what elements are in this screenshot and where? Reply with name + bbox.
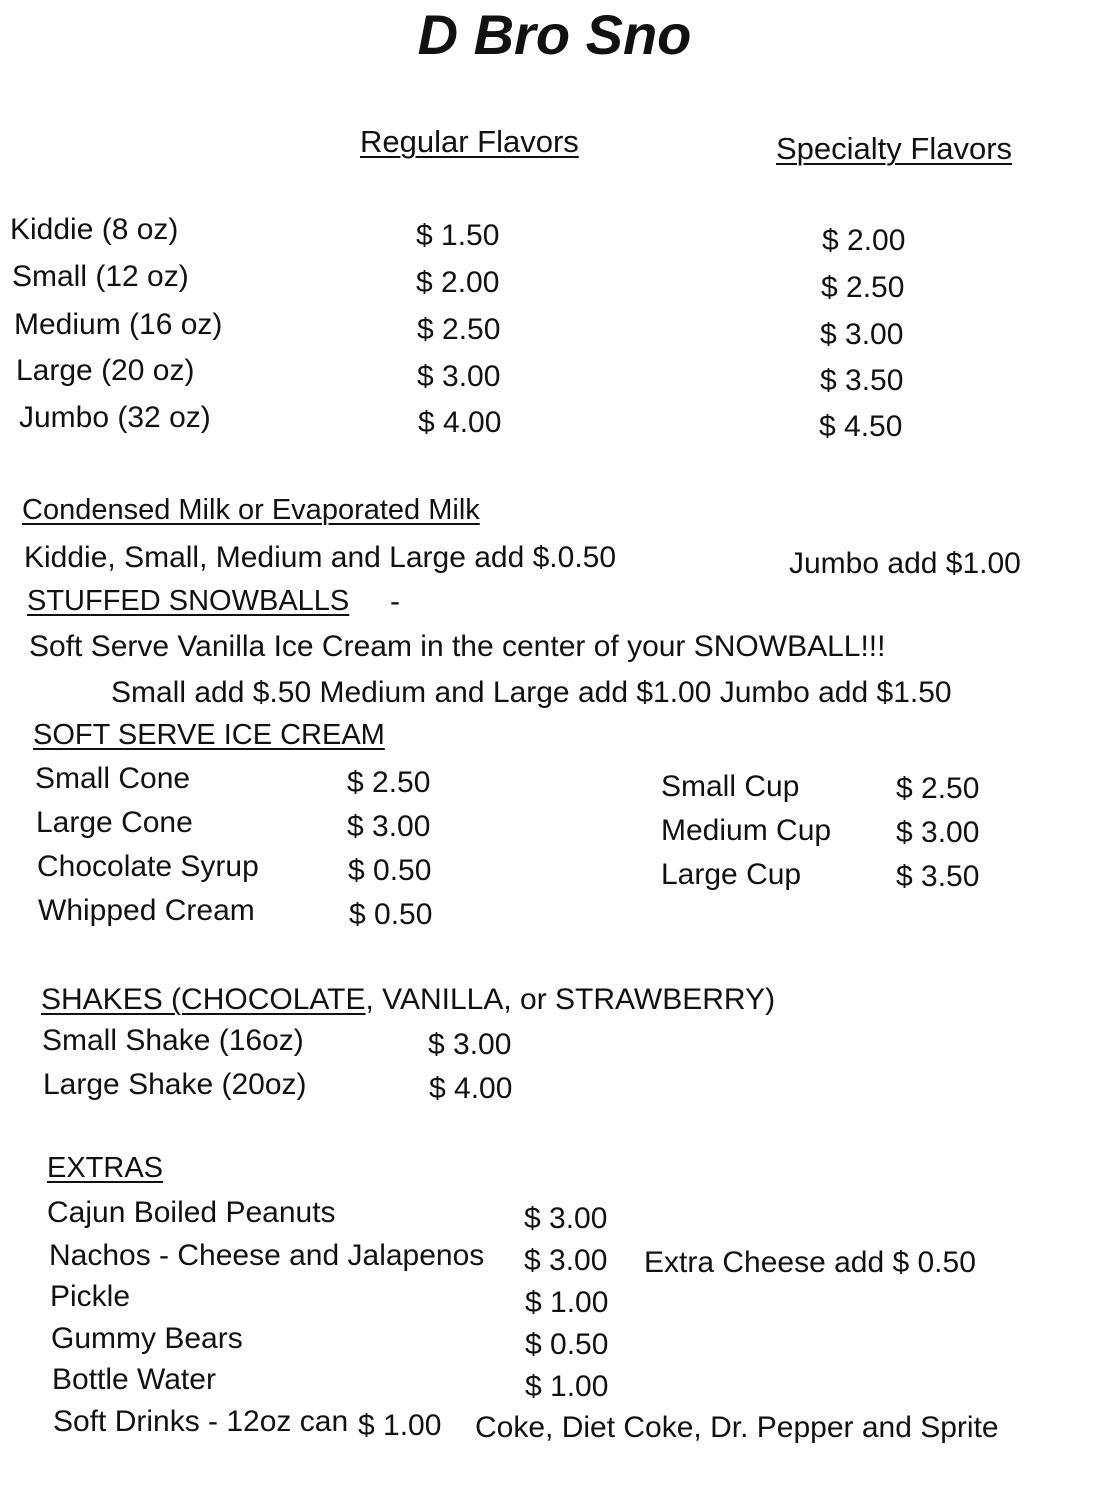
soft-serve-cup-price: $ 3.50 (896, 860, 980, 893)
soft-serve-cup: Large Cup (661, 858, 802, 891)
specialty-price: $ 3.50 (820, 364, 904, 397)
regular-price: $ 2.50 (417, 313, 501, 346)
milk-jumbo-line: Jumbo add $1.00 (789, 547, 1021, 580)
size-name: Kiddie (8 oz) (10, 213, 179, 246)
extras-price: $ 1.00 (525, 1370, 609, 1403)
extras-price: $ 3.00 (524, 1244, 608, 1277)
soft-drinks-note: Coke, Diet Coke, Dr. Pepper and Sprite (475, 1411, 999, 1444)
soft-serve-item: Whipped Cream (38, 894, 255, 927)
regular-price: $ 2.00 (416, 266, 500, 299)
extras-item: Cajun Boiled Peanuts (47, 1196, 336, 1229)
shakes-header-underlined: SHAKES (CHOCOLATE (41, 983, 366, 1016)
specialty-price: $ 2.50 (821, 271, 905, 304)
soft-serve-price: $ 0.50 (348, 854, 432, 887)
specialty-price: $ 4.50 (819, 410, 903, 443)
extras-item: Gummy Bears (51, 1322, 243, 1355)
menu-title: D Bro Sno (417, 3, 692, 66)
stuffed-snowballs-header: STUFFED SNOWBALLS (27, 585, 350, 617)
soft-drinks-item: Soft Drinks - 12oz can (53, 1405, 349, 1438)
soft-serve-price: $ 0.50 (349, 898, 433, 931)
regular-price: $ 4.00 (418, 406, 502, 439)
soft-drinks-price: $ 1.00 (358, 1409, 442, 1442)
extras-item: Bottle Water (52, 1363, 216, 1396)
soft-serve-header: SOFT SERVE ICE CREAM (33, 719, 385, 751)
milk-small-sizes-line: Kiddie, Small, Medium and Large add $.0.50 (24, 541, 617, 574)
soft-serve-cup-price: $ 3.00 (896, 816, 980, 849)
shake-price: $ 3.00 (428, 1028, 512, 1061)
size-name: Small (12 oz) (12, 260, 189, 293)
extras-price: $ 3.00 (524, 1202, 608, 1235)
soft-serve-item: Small Cone (35, 762, 191, 795)
extras-item: Pickle (50, 1280, 131, 1313)
regular-price: $ 3.00 (417, 360, 501, 393)
regular-price: $ 1.50 (416, 219, 500, 252)
stuffed-dash: - (390, 585, 400, 618)
soft-serve-price: $ 3.00 (347, 810, 431, 843)
extras-price: $ 1.00 (525, 1286, 609, 1319)
size-name: Jumbo (32 oz) (19, 401, 211, 434)
specialty-price: $ 2.00 (822, 224, 906, 257)
regular-flavors-header: Regular Flavors (360, 124, 579, 159)
size-name: Large (20 oz) (16, 354, 195, 387)
shakes-header-rest: , VANILLA, or STRAWBERRY) (365, 983, 776, 1016)
extra-cheese-note: Extra Cheese add $ 0.50 (644, 1246, 976, 1279)
soft-serve-cup: Small Cup (661, 770, 800, 803)
milk-header: Condensed Milk or Evaporated Milk (22, 494, 480, 526)
shake-price: $ 4.00 (429, 1072, 513, 1105)
size-name: Medium (16 oz) (14, 308, 223, 341)
specialty-flavors-header: Specialty Flavors (776, 131, 1013, 166)
soft-serve-cup-price: $ 2.50 (896, 772, 980, 805)
shakes-header (41, 983, 775, 1017)
stuffed-description: Soft Serve Vanilla Ice Cream in the center of your SNOWBALL!!! (29, 630, 886, 663)
specialty-price: $ 3.00 (820, 318, 904, 351)
soft-serve-item: Large Cone (36, 806, 193, 839)
soft-serve-cup: Medium Cup (661, 814, 832, 847)
shake-item: Large Shake (20oz) (43, 1068, 307, 1101)
soft-serve-price: $ 2.50 (347, 766, 431, 799)
extras-price: $ 0.50 (525, 1328, 609, 1361)
shake-item: Small Shake (16oz) (42, 1024, 304, 1057)
extras-header: EXTRAS (47, 1152, 164, 1184)
stuffed-prices: Small add $.50 Medium and Large add $1.00 Jumbo add $1.50 (111, 676, 952, 709)
soft-serve-item: Chocolate Syrup (37, 850, 259, 883)
extras-item: Nachos - Cheese and Jalapenos (49, 1239, 485, 1272)
